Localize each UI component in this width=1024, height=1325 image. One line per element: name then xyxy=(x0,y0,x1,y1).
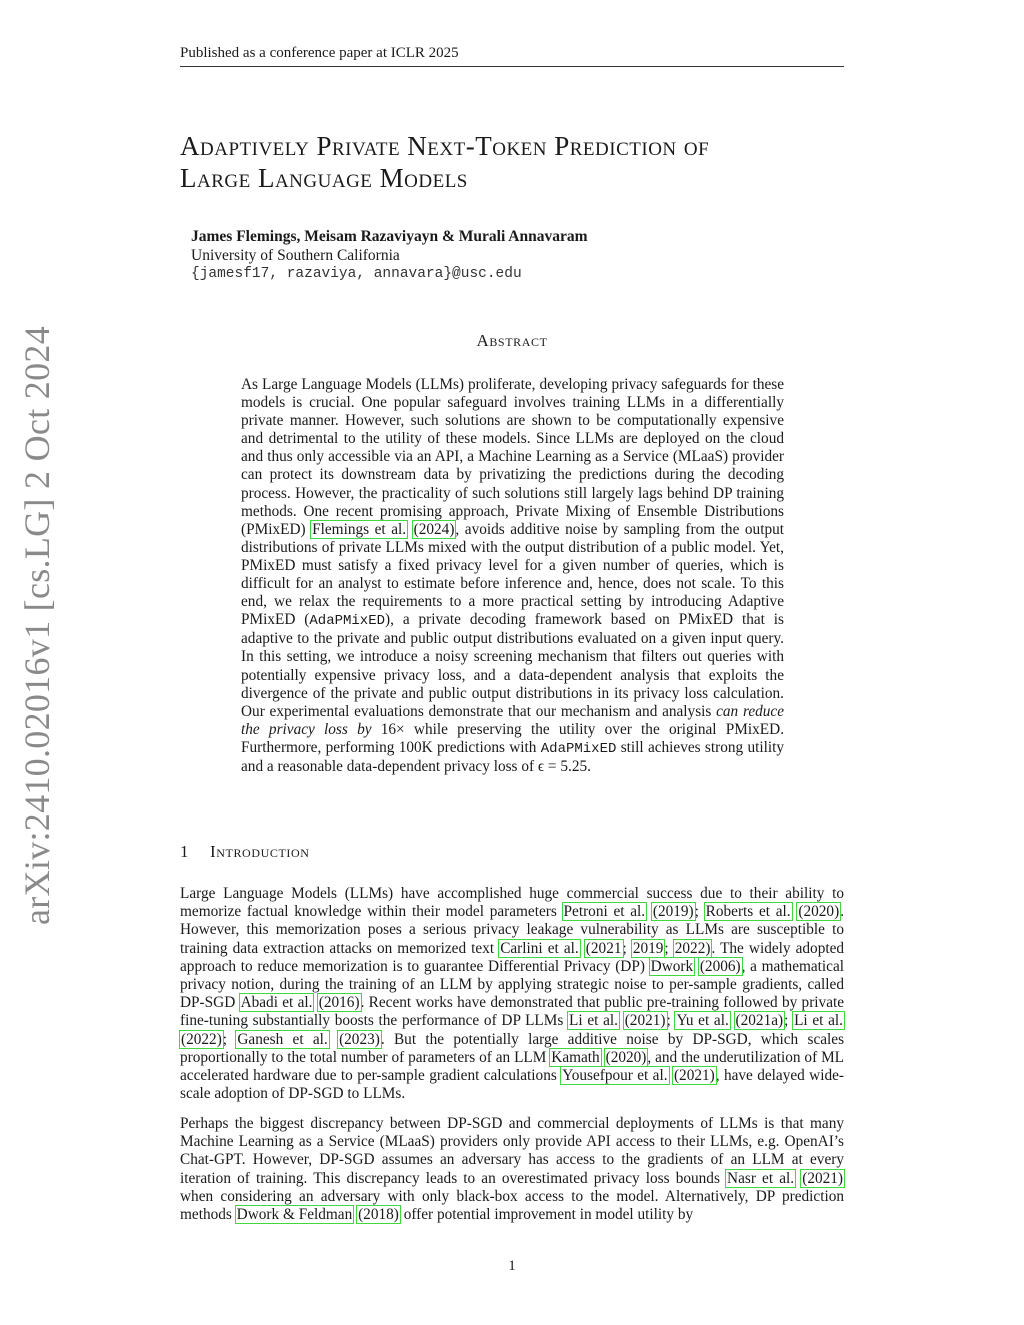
citation-link[interactable]: Dwork xyxy=(650,957,694,975)
citation-link[interactable]: Li et al. xyxy=(794,1012,844,1030)
abstract-span: still achieves strong utility and a reasonable data-dependent privacy loss of xyxy=(241,738,784,775)
citation-year-link[interactable]: (2020) xyxy=(605,1048,647,1066)
citation-link[interactable]: Nasr et al. xyxy=(727,1169,795,1187)
citation-link[interactable]: Yousefpour et al. xyxy=(562,1067,668,1085)
citation-year-link[interactable]: (2019) xyxy=(652,903,694,921)
citation-year-link[interactable]: (2022) xyxy=(181,1030,222,1048)
citation-year-link[interactable]: (2021) xyxy=(673,1067,715,1085)
citation-link[interactable]: Kamath xyxy=(551,1048,600,1066)
citation-link[interactable]: Carlini et al. xyxy=(500,939,579,957)
intro-paragraph-1: Large Language Models (LLMs) have accomplished huge commercial success due to their ability to memorize factual knowledge within their model parameters Petroni et al. (2019); Roberts et al. (2020). However, this memorization poses a serious privacy leakage vulnerability as LLMs are susceptible to training data extraction attacks on memorized text Carlini et al. (2021; 2019; 2022). The widely adopted approach to reduce memorization is to guarantee Differential Privacy (DP) Dwork (2006), a mathematical privacy notion, during the training of an LLM by applying strategic noise to per-sample gradients, called DP-SGD Abadi et al. (2016). Recent works have demonstrated that public pre-training followed by private fine-tuning substantially boosts the performance of DP LLMs Li et al. (2021); Yu et al. (2021a); Li et al. (2022); Ganesh et al. (2023). But the potentially large additive noise by DP-SGD, which scales proportionally to the total number of parameters of an LLM Kamath (2020), and the underutilization of ML accelerated hardware due to per-sample gradient calculations Yousefpour et al. (2021), have delayed wide-scale adoption of DP-SGD to LLMs. xyxy=(180,885,845,1103)
method-code: AdaPMixED xyxy=(540,740,617,757)
section-title: Introduction xyxy=(210,842,310,861)
author-emails: {jamesf17, razaviya, annavara}@usc.edu xyxy=(191,266,522,282)
header-rule xyxy=(180,66,844,67)
citation-year-link[interactable]: (2021) xyxy=(802,1169,844,1187)
text-span: when considering an adversary with only black-box access to the model. Alternatively, DP prediction methods xyxy=(180,1187,844,1224)
abstract-span: , avoids additive noise by sampling from the output distributions of private LLMs mixed with the output distribution of a public model. Yet, PMixED must satisfy a fixed privacy level for a given number of queries, which is difficult for an analyst to estimate before inference and, hence, does not scale. To this end, we relax the requirements to a more practical setting by introducing Adaptive PMixED ( xyxy=(241,520,784,629)
abstract-span: ), a private decoding framework based on PMixED that is adaptive to the private and public output distributions evaluated on a given input query. In this setting, we introduce a noisy screening mechanism that filters out queries with potentially expensive privacy loss, and a data-dependent analysis that exploits the divergence of the private and public output distributions in its privacy loss calculation. Our experimental evaluations demonstrate that our mechanism and analysis xyxy=(241,611,784,720)
citation-year-link[interactable]: (2016) xyxy=(318,994,360,1012)
section-heading xyxy=(180,842,310,862)
title-line-1: Adaptively Private Next-Token Prediction of xyxy=(180,131,710,161)
author-names: James Flemings, Meisam Razaviyayn & Murali Annavaram xyxy=(191,228,588,245)
abstract-span: while preserving the utility over the original PMixED. Furthermore, performing 100K predictions with xyxy=(241,720,785,756)
author-block xyxy=(191,227,588,284)
citation-year-link[interactable]: (2021) xyxy=(624,1012,666,1030)
citation-link[interactable]: Li et al. xyxy=(569,1012,618,1030)
citation-year-link[interactable]: (2024) xyxy=(413,520,455,538)
running-header: Published as a conference paper at ICLR 2025 xyxy=(180,45,459,61)
abstract-span: 16× xyxy=(371,720,405,738)
citation-link[interactable]: Yu et al. xyxy=(676,1012,729,1030)
citation-link[interactable]: Roberts et al. xyxy=(705,903,791,921)
text-span: , have delayed wide-scale adoption of DP-SGD to LLMs. xyxy=(180,1067,844,1103)
affiliation: University of Southern California xyxy=(191,247,400,264)
citation-year-link[interactable]: (2023) xyxy=(339,1030,380,1048)
text-span: , a mathematical privacy notion, during the training of an LLM by applying strategic noise to per-sample gradients, called DP-SGD xyxy=(180,957,845,1012)
citation-link[interactable]: Ganesh et al. xyxy=(237,1030,328,1048)
citation-year-link[interactable]: (2018) xyxy=(358,1206,399,1224)
emphasis: can reduce the privacy loss by xyxy=(241,702,784,738)
section-number: 1 xyxy=(180,842,190,861)
citation-link[interactable]: Flemings et al. xyxy=(312,520,407,538)
abstract-span: As Large Language Models (LLMs) proliferate, developing privacy safeguards for these models is crucial. One popular safeguard involves training LLMs in a differentially private manner. However, such solutions are shown to be computationally expensive and detrimental to the utility of these models. Since LLMs are deployed on the cloud and thus only accessible via an API, a Machine Learning as a Service (MLaaS) provider can protect its downstream data by privatizing the predictions during the decoding process. However, the practicality of such solutions still largely lags behind DP training methods. One recent promising approach, Private Mixing of Ensemble Distributions (PMixED) xyxy=(241,376,784,538)
citation-year-link[interactable]: (2020) xyxy=(798,903,840,921)
citation-year-link[interactable]: 2022) xyxy=(674,939,711,957)
paper-title xyxy=(180,130,860,194)
text-span: Large Language Models (LLMs) have accomplished huge commercial success due to their ability to memorize factual knowledge within their model parameters xyxy=(180,885,844,921)
text-span: , and the underutilization of ML accelerated hardware due to per-sample gradient calculations xyxy=(180,1048,845,1085)
arxiv-stamp: arXiv:2410.02016v1 [cs.LG] 2 Oct 2024 xyxy=(17,326,57,925)
text-span: offer potential improvement in model utility by xyxy=(399,1206,694,1224)
citation-year-link[interactable]: 2019 xyxy=(632,939,664,957)
text-span: . Recent works have demonstrated that public pre-training followed by private fine-tuning substantially boosts the performance of DP LLMs xyxy=(180,994,845,1030)
method-code: AdaPMixED xyxy=(309,613,386,630)
title-line-2: Large Language Models xyxy=(180,163,468,193)
text-span: Perhaps the biggest discrepancy between DP-SGD and commercial deployments of LLMs is that many Machine Learning as a Service (MLaaS) providers only provide API access to their LLMs, e.g. OpenAI’s Chat-GPT. However, DP-SGD assumes an adversary has access to the gradients of an LLM at every iteration of training. This discrepancy leads to an overestimated privacy loss bounds xyxy=(180,1115,844,1187)
page-number: 1 xyxy=(508,1258,516,1274)
abstract-heading: Abstract xyxy=(476,331,548,350)
intro-paragraph-2 xyxy=(180,1115,844,1224)
text-span: . However, this memorization poses a serious privacy leakage vulnerability as LLMs are susceptible to training data extraction attacks on memorized text xyxy=(180,903,845,957)
citation-year-link[interactable]: (2021a) xyxy=(735,1012,784,1030)
citation-link[interactable]: Dwork & Feldman xyxy=(236,1206,353,1224)
epsilon-value: ϵ = 5.25. xyxy=(537,757,591,775)
text-span: ; xyxy=(694,903,705,921)
text-span: . But the potentially large additive noise by DP-SGD, which scales proportionally to the total number of parameters of an LLM xyxy=(180,1030,845,1066)
text-span: . The widely adopted approach to reduce memorization is to guarantee Differential Privacy (DP) xyxy=(180,939,845,975)
citation-link[interactable]: Petroni et al. xyxy=(563,903,646,921)
citation-year-link[interactable]: (2021 xyxy=(585,939,622,957)
citation-year-link[interactable]: (2006) xyxy=(699,957,741,975)
abstract-text xyxy=(241,376,784,776)
citation-link[interactable]: Abadi et al. xyxy=(240,994,313,1012)
